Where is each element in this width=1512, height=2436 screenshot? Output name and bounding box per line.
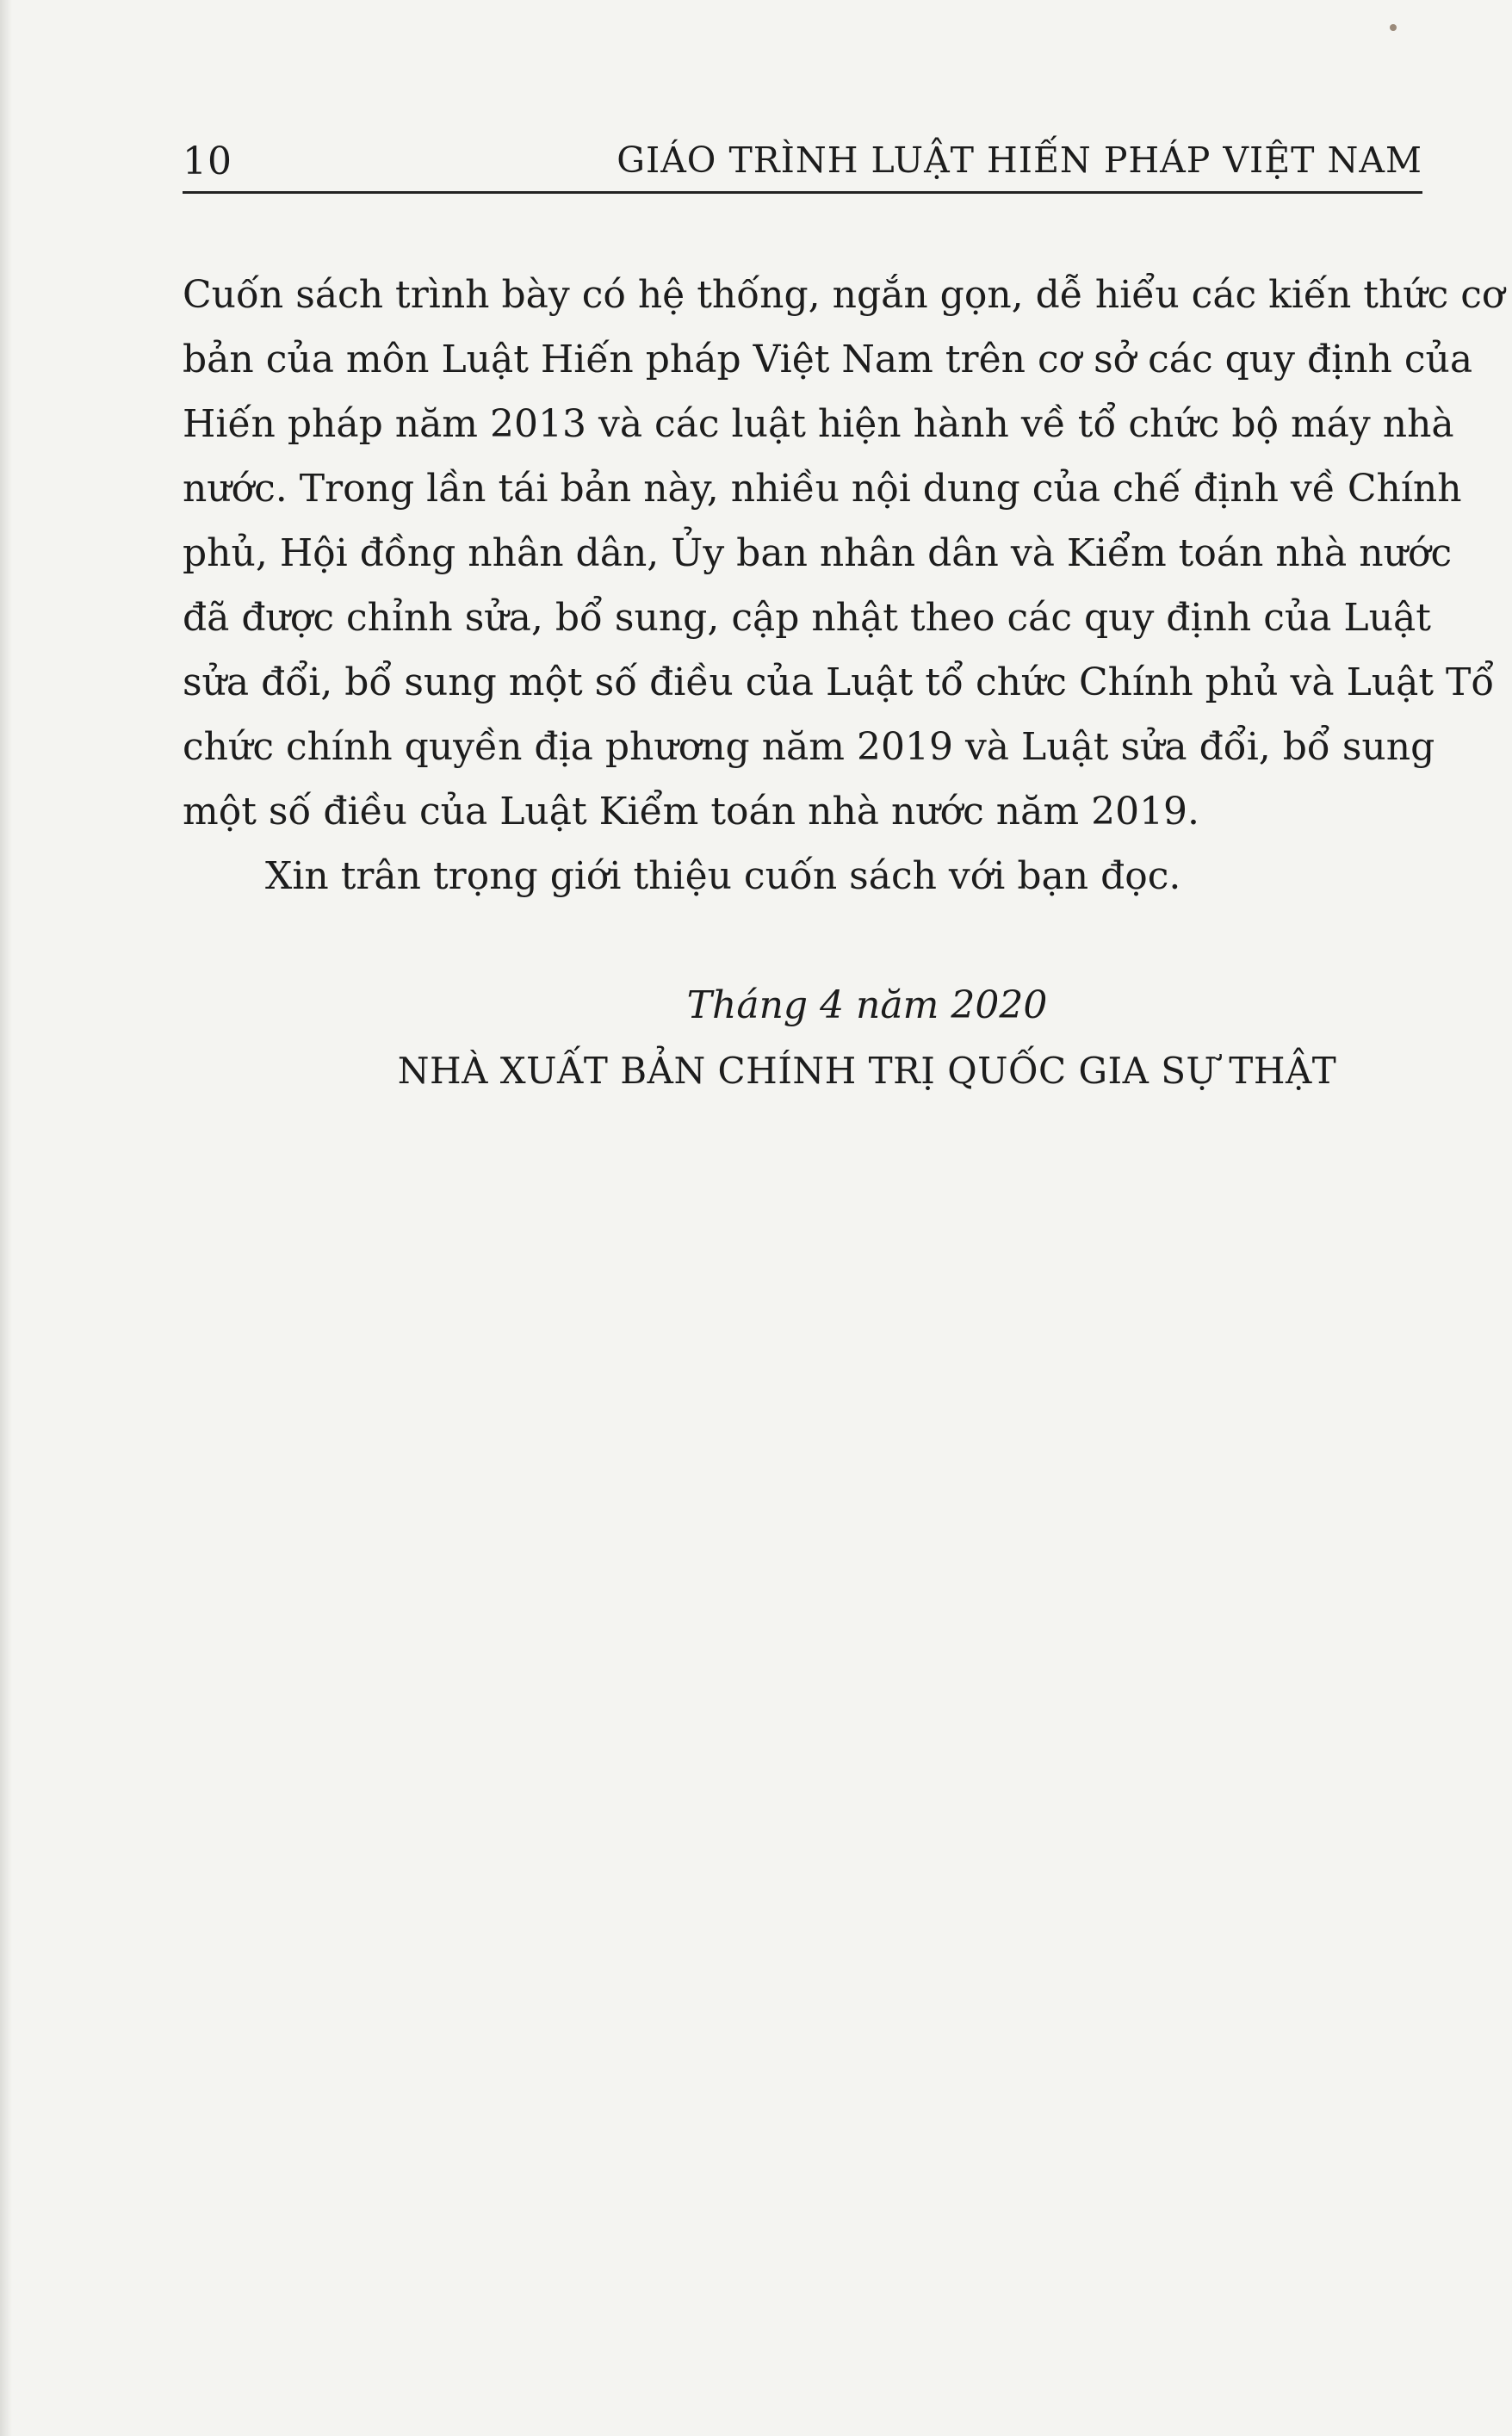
body-paragraph: [183, 263, 1505, 908]
body-line: một số điều của Luật Kiểm toán nhà nước năm 2019.: [183, 790, 1200, 834]
body-line: chức chính quyền địa phương năm 2019 và Luật sửa đổi, bổ sung: [183, 725, 1435, 769]
header-rule: [183, 191, 1422, 194]
body-line: nước. Trong lần tái bản này, nhiều nội dung của chế định về Chính: [183, 467, 1462, 511]
body-line: sửa đổi, bổ sung một số điều của Luật tổ chức Chính phủ và Luật Tổ: [183, 660, 1495, 704]
body-line: Hiến pháp năm 2013 và các luật hiện hành về tổ chức bộ máy nhà: [183, 402, 1454, 446]
page-edge-shadow: [0, 0, 12, 2436]
body-line: đã được chỉnh sửa, bổ sung, cập nhật theo các quy định của Luật: [183, 596, 1431, 640]
closing-line: Xin trân trọng giới thiệu cuốn sách với bạn đọc.: [265, 854, 1181, 898]
signature-block: [183, 973, 1422, 1105]
ink-dot: [1390, 24, 1397, 31]
body-line: bản của môn Luật Hiến pháp Việt Nam trên cơ sở các quy định của: [183, 338, 1473, 381]
body-line: Cuốn sách trình bày có hệ thống, ngắn gọn, dễ hiểu các kiến thức cơ: [183, 273, 1505, 317]
publisher-name: NHÀ XUẤT BẢN CHÍNH TRỊ QUỐC GIA SỰ THẬT: [397, 1050, 1337, 1092]
running-title: GIÁO TRÌNH LUẬT HIẾN PHÁP VIỆT NAM: [617, 139, 1422, 181]
page-header: [183, 129, 1422, 198]
signature-date: Tháng 4 năm 2020: [686, 983, 1048, 1027]
body-line: phủ, Hội đồng nhân dân, Ủy ban nhân dân và Kiểm toán nhà nước: [183, 531, 1453, 575]
page-number: 10: [183, 139, 232, 183]
